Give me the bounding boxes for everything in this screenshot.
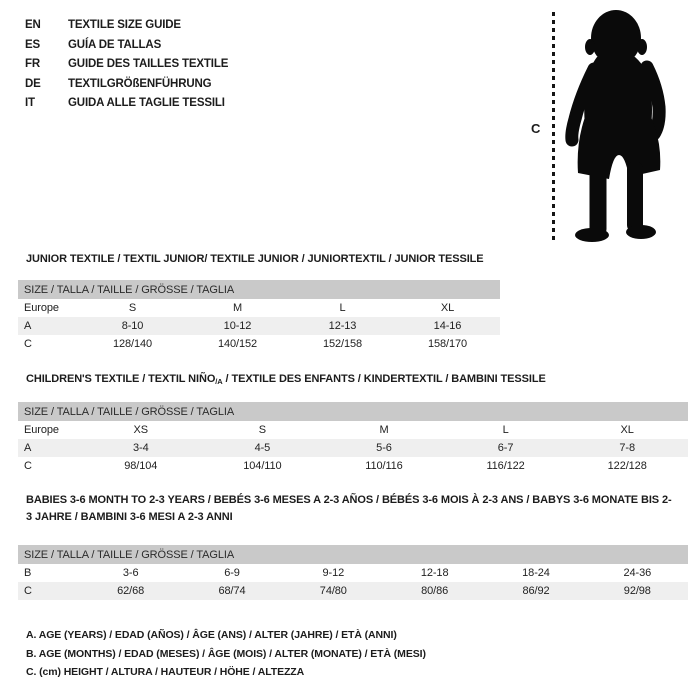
size-cell: 14-16 — [395, 317, 500, 335]
size-cell: 6-9 — [224, 567, 240, 579]
language-row-en — [25, 16, 228, 36]
size-cell: 4-5 — [202, 439, 324, 457]
language-code: IT — [25, 97, 35, 109]
size-cell: 92/98 — [587, 582, 688, 600]
footnote-b: B. AGE (MONTHS) / EDAD (MESES) / ÂGE (MOIS) / ALTER (MONATE) / ETÀ (MESI) — [26, 647, 426, 660]
footnote-a: A. AGE (YEARS) / EDAD (AÑOS) / ÂGE (ANS) / ALTER (JAHRE) / ETÀ (ANNI) — [26, 629, 397, 641]
size-cell: 6-7 — [445, 439, 567, 457]
row-label: Europe — [24, 302, 59, 314]
language-row-fr — [25, 55, 228, 75]
toddler-silhouette-icon — [560, 7, 692, 245]
size-cell: 128/140 — [112, 338, 153, 350]
babies-size-header-row — [18, 545, 688, 564]
size-cell: 9-12 — [322, 567, 345, 579]
size-cell: M — [232, 302, 243, 314]
language-row-it — [25, 94, 228, 114]
size-cell: M — [379, 424, 389, 436]
table-row — [18, 421, 688, 439]
language-list — [25, 16, 228, 114]
footnote-c: C. (cm) HEIGHT / ALTURA / HAUTEUR / HÖHE / ALTEZZA — [26, 666, 305, 678]
size-cell: L — [339, 302, 346, 314]
height-measure-dotted-line — [552, 12, 555, 242]
size-cell: 86/92 — [485, 582, 586, 600]
babies-section-title: BABIES 3-6 MONTH TO 2-3 YEARS / BEBÉS 3-6 MESES A 2-3 AÑOS / BÉBÉS 3-6 MOIS À 2-3 ANS / BABYS 3-6 MONATE BIS 2-3 JAHRE / BAMBINI 3-6 MESI A 2-3 ANNI — [26, 494, 672, 523]
size-cell: 24-36 — [623, 567, 652, 579]
size-cell: 122/128 — [607, 460, 647, 472]
table-row — [18, 335, 500, 353]
table-row — [18, 564, 688, 582]
size-cell: 110/116 — [365, 460, 403, 472]
size-cell: 8-10 — [80, 317, 185, 335]
babies-size-table — [18, 545, 688, 600]
row-label: A — [18, 317, 80, 335]
size-cell: 3-6 — [122, 567, 139, 579]
table-row — [18, 582, 688, 600]
size-cell: 12-18 — [420, 567, 449, 579]
row-label: C — [24, 338, 32, 350]
language-code: ES — [25, 38, 41, 51]
size-header-bar: SIZE / TALLA / TAILLE / GRÖSSE / TAGLIA — [18, 402, 688, 421]
language-label: GUIDA ALLE TAGLIE TESSILI — [68, 97, 225, 109]
size-cell: 140/152 — [217, 338, 258, 350]
size-cell: XS — [133, 424, 149, 436]
children-title-subscript: /A — [215, 377, 223, 386]
table-row — [18, 317, 500, 335]
size-cell: 7-8 — [566, 439, 688, 457]
language-row-es — [25, 36, 228, 56]
size-cell: 104/110 — [243, 460, 282, 472]
table-row — [18, 299, 500, 317]
size-cell: S — [128, 302, 137, 314]
size-cell: 62/68 — [80, 582, 181, 600]
size-cell: XL — [620, 424, 634, 436]
size-cell: 116/122 — [486, 460, 525, 472]
row-label: C — [18, 582, 80, 600]
size-header-bar: SIZE / TALLA / TAILLE / GRÖSSE / TAGLIA — [18, 280, 500, 299]
size-cell: 3-4 — [80, 439, 202, 457]
size-header-bar: SIZE / TALLA / TAILLE / GRÖSSE / TAGLIA — [18, 545, 688, 564]
footnotes — [26, 626, 426, 682]
language-row-de — [25, 75, 228, 95]
children-section-title — [26, 372, 546, 389]
size-cell: 68/74 — [181, 582, 282, 600]
table-row — [18, 439, 688, 457]
language-label: TEXTILGRÖßENFÜHRUNG — [68, 77, 212, 90]
size-cell: 80/86 — [384, 582, 485, 600]
size-cell: 18-24 — [522, 567, 550, 579]
children-size-header-row — [18, 402, 688, 421]
language-code: FR — [25, 58, 41, 70]
language-label: TEXTILE SIZE GUIDE — [68, 19, 181, 31]
size-cell: 158/170 — [427, 338, 468, 350]
row-label: Europe — [24, 424, 59, 436]
height-measure-label: C — [531, 121, 541, 136]
row-label: C — [24, 460, 32, 472]
size-cell: 152/158 — [322, 338, 363, 350]
size-cell: 10-12 — [185, 317, 290, 335]
junior-size-header-row — [18, 280, 500, 299]
row-label: B — [24, 567, 32, 579]
junior-size-table — [18, 280, 500, 353]
language-code: DE — [25, 77, 41, 90]
size-cell: XL — [440, 302, 455, 314]
junior-section-title: JUNIOR TEXTILE / TEXTIL JUNIOR/ TEXTILE JUNIOR / JUNIORTEXTIL / JUNIOR TESSILE — [26, 253, 484, 265]
size-cell: 12-13 — [290, 317, 395, 335]
language-code: EN — [25, 19, 41, 31]
size-cell: 74/80 — [283, 582, 384, 600]
size-cell: 5-6 — [323, 439, 445, 457]
size-cell: 98/104 — [124, 460, 158, 472]
children-size-table — [18, 402, 688, 475]
language-label: GUÍA DE TALLAS — [68, 38, 162, 51]
size-cell: L — [502, 424, 509, 436]
children-title-suffix: / TEXTILE DES ENFANTS / KINDERTEXTIL / BAMBINI TESSILE — [222, 373, 546, 385]
row-label: A — [18, 439, 80, 457]
language-label: GUIDE DES TAILLES TEXTILE — [68, 58, 229, 70]
table-row — [18, 457, 688, 475]
children-title-prefix: CHILDREN'S TEXTILE / TEXTIL NIÑO — [26, 373, 216, 385]
size-cell: S — [258, 424, 267, 436]
